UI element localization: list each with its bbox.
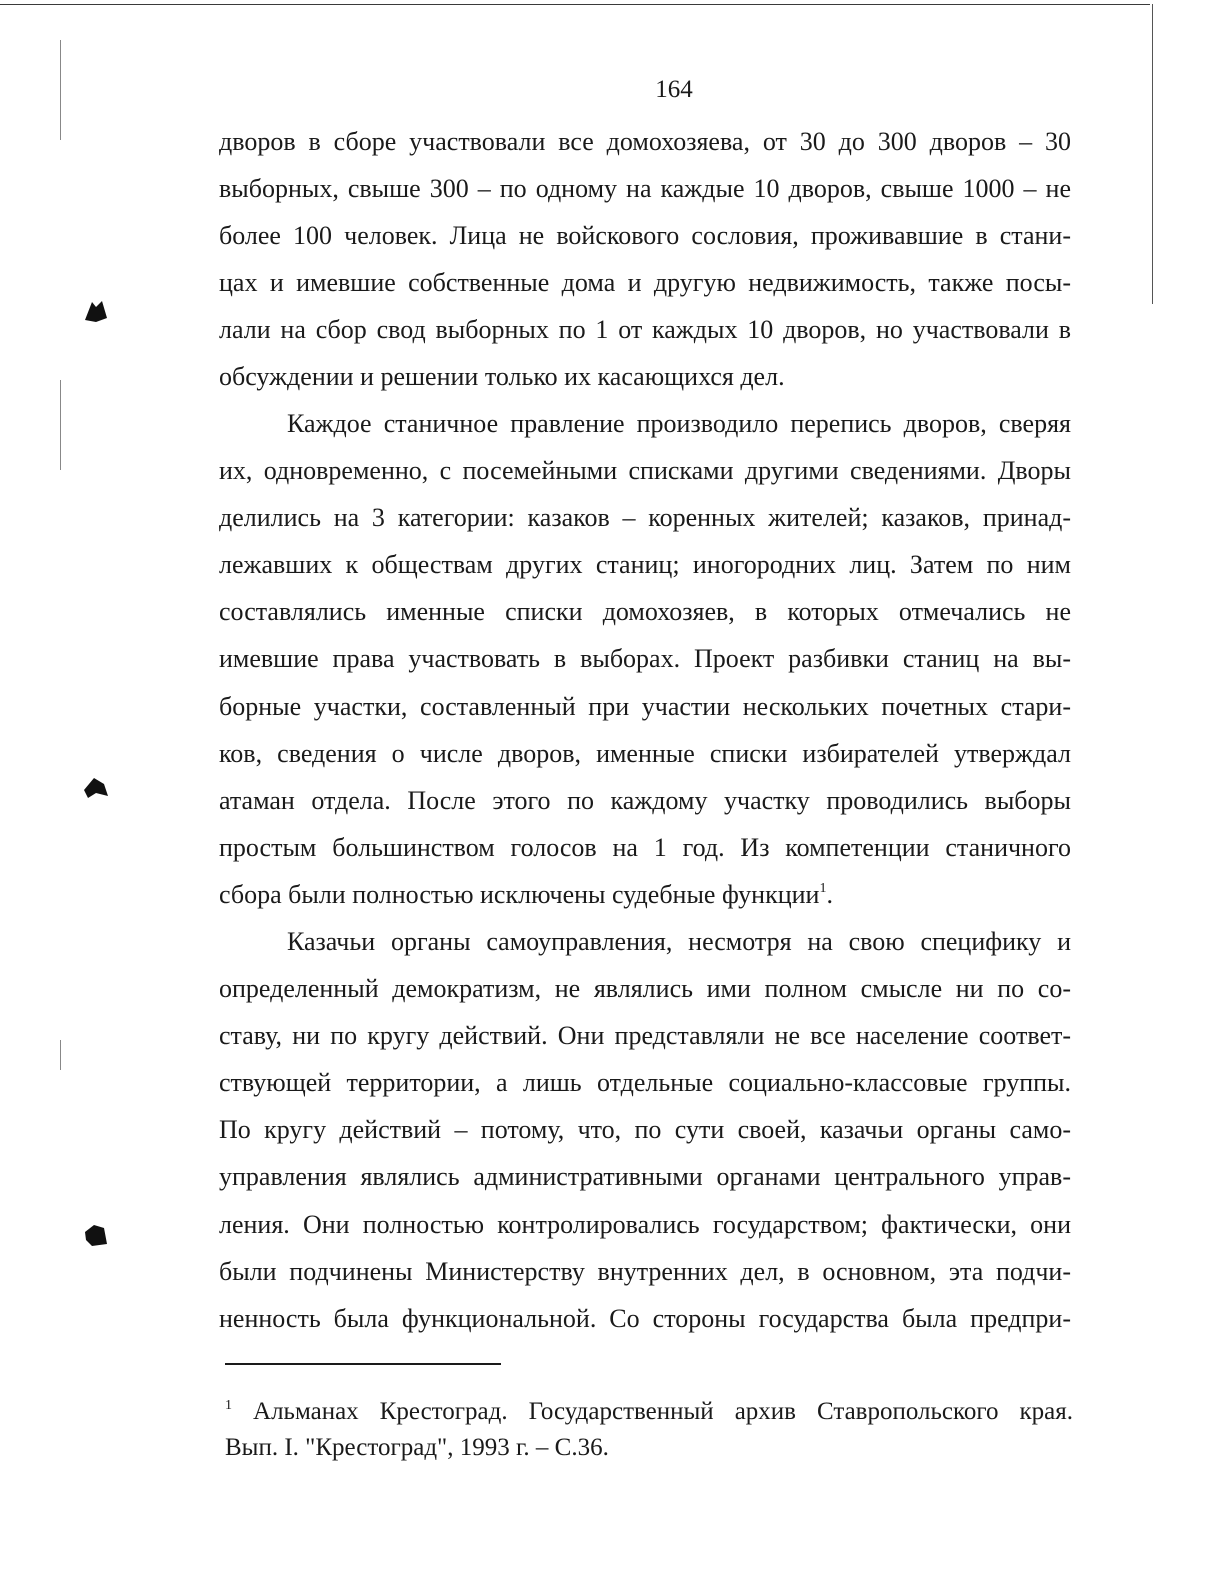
- footnote: [225, 1394, 1073, 1466]
- scan-edge-left: [60, 380, 61, 470]
- text-line: ков, сведения о числе дворов, именные списки избирателей утверждал: [219, 738, 1071, 768]
- scan-edge-left: [60, 1040, 61, 1070]
- footnote-reference[interactable]: 1: [819, 880, 827, 896]
- text-line: Каждое станичное правление производило перепись дворов, сверяя: [287, 409, 1071, 438]
- text-line: лали на сбор свод выборных по 1 от каждых 10 дворов, но участвовали в: [219, 315, 1071, 345]
- text-line: их, одновременно, с посемейными списками другими сведениями. Дворы: [219, 456, 1071, 486]
- text-line: ствующей территории, а лишь отдельные социально-классовые группы.: [219, 1068, 1071, 1098]
- text-line: более 100 человек. Лица не войскового сословия, проживавшие в стани-: [219, 221, 1071, 251]
- text-line: имевшие права участвовать в выборах. Проект разбивки станиц на вы-: [219, 644, 1071, 674]
- paragraph: [219, 918, 1071, 1342]
- text-line: составлялись именные списки домохозяев, в которых отмечались не: [219, 597, 1071, 627]
- text-line: управления являлись административными органами центрального управ-: [219, 1162, 1071, 1192]
- text-line: атаман отдела. После этого по каждому участку проводились выборы: [219, 785, 1071, 815]
- text-line: ненность была функциональной. Со стороны государства была предпри-: [219, 1303, 1071, 1333]
- hole-punch-mark: [82, 1222, 110, 1248]
- footnote-separator: [225, 1363, 501, 1365]
- paragraph: [219, 400, 1071, 918]
- text-line: выборных, свыше 300 – по одному на каждые 10 дворов, свыше 1000 – не: [219, 174, 1071, 204]
- text-line: Казачьи органы самоуправления, несмотря на свою специфику и: [287, 927, 1071, 956]
- sentence-end: .: [826, 879, 833, 909]
- text-line: простым большинством голосов на 1 год. Из компетенции станичного: [219, 832, 1071, 862]
- hole-punch-mark: [82, 776, 110, 802]
- text-line: цах и имевшие собственные дома и другую недвижимость, также посы-: [219, 268, 1071, 298]
- footnote-marker: 1: [225, 1398, 232, 1413]
- text-line: определенный демократизм, не являлись ими полном смысле ни по со-: [219, 974, 1071, 1004]
- page-number: 164: [655, 76, 693, 103]
- text-line: ления. Они полностью контролировались государством; фактически, они: [219, 1209, 1071, 1239]
- text-line: По кругу действий – потому, что, по сути своей, казачьи органы само-: [219, 1115, 1071, 1145]
- paragraph: [219, 118, 1071, 401]
- text-line: борные участки, составленный при участии нескольких почетных стари-: [219, 691, 1071, 721]
- hole-punch-mark: [82, 298, 110, 324]
- text-line: дворов в сборе участвовали все домохозяева, от 30 до 300 дворов – 30: [219, 127, 1071, 156]
- footnote-text: Альманах Крестоград. Государственный архив Ставропольского края.: [253, 1398, 1073, 1425]
- text-line: обсуждении и решении только их касающихся дел.: [219, 362, 785, 392]
- text-line: ставу, ни по кругу действий. Они представляли не все население соответ-: [219, 1021, 1071, 1051]
- text-line: были подчинены Министерству внутренних дел, в основном, эта подчи-: [219, 1256, 1071, 1286]
- text-line-content: сбора были полностью исключены судебные функции: [219, 879, 820, 909]
- text-line: лежавших к обществам других станиц; иногородних лиц. Затем по ним: [219, 550, 1071, 580]
- text-line: делились на 3 категории: казаков – коренных жителей; казаков, принад-: [219, 503, 1071, 533]
- footnote-line: Вып. I. "Крестоград", 1993 г. – С.36.: [225, 1434, 609, 1461]
- footnote-line: [225, 1394, 1073, 1430]
- scan-edge-right: [1152, 4, 1153, 304]
- text-line: [219, 871, 1071, 918]
- scan-edge-top: [0, 4, 1150, 5]
